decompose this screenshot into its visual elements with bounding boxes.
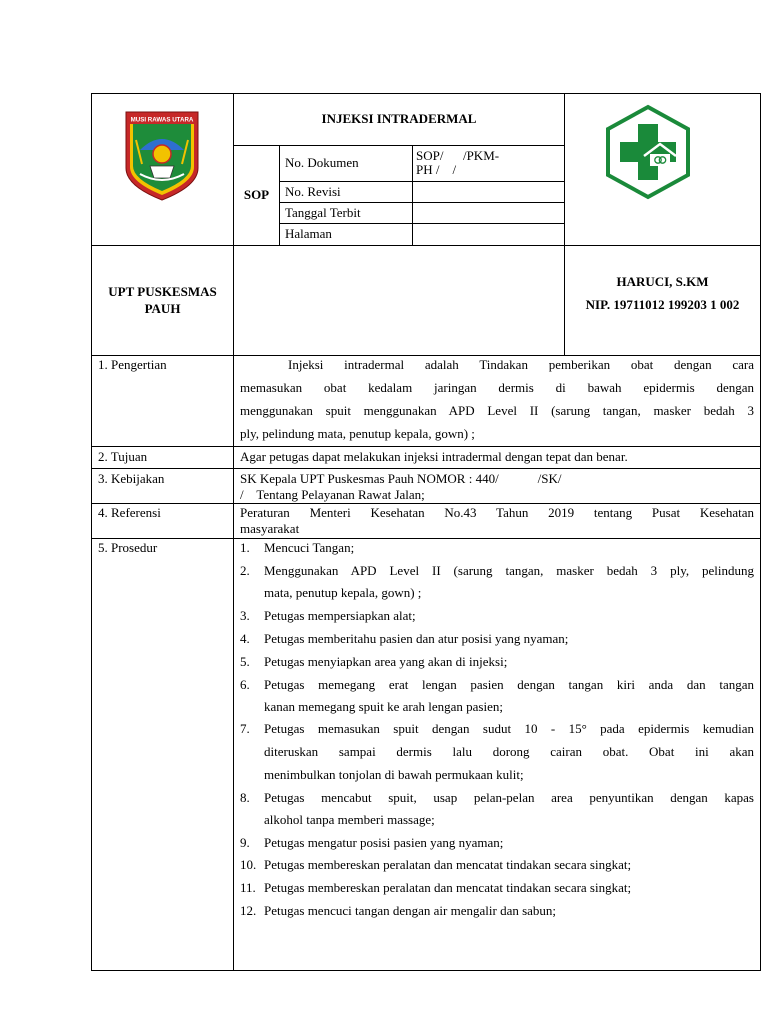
step-6-line-2: kanan memegang spuit ke arah lengan pasien; [264, 699, 503, 714]
step-9-num: 9. [240, 835, 250, 850]
pengertian-label: 1. Pengertian [98, 357, 167, 372]
pengertian-line-2: memasukan obat kedalam jaringan dermis di bawah epidermis dengan [240, 380, 754, 395]
org-name-line1: UPT PUSKESMAS [108, 284, 217, 299]
kebijakan-line-1: SK Kepala UPT Puskesmas Pauh NOMOR : 440/ /SK/ [240, 471, 562, 486]
step-1-num: 1. [240, 540, 250, 555]
step-8-num: 8. [240, 790, 250, 805]
step-7-line-3: menimbulkan tonjolan di bawah permukaan kulit; [264, 767, 524, 782]
step-12-line-1: Petugas mencuci tangan dengan air mengalir dan sabun; [264, 903, 557, 918]
step-3-num: 3. [240, 608, 250, 623]
halaman-label: Halaman [285, 226, 332, 241]
step-7-line-2: diteruskan sampai dermis lalu dorong cairan obat. Obat ini akan [264, 744, 754, 759]
step-2-line-2: mata, penutup kepala, gown) ; [264, 585, 422, 600]
step-2-line-1: Menggunakan APD Level II (sarung tangan, masker bedah 3 ply, pelindung [264, 563, 754, 578]
step-4-line-1: Petugas memberitahu pasien dan atur posisi yang nyaman; [264, 631, 569, 646]
document-title: INJEKSI INTRADERMAL [321, 111, 477, 126]
step-8-line-1: Petugas mencabut spuit, usap pelan-pelan area penyuntikan dengan kapas [264, 790, 754, 805]
step-2-num: 2. [240, 563, 250, 578]
no-dokumen-label: No. Dokumen [285, 155, 359, 170]
no-dokumen-value-2: PH / / [416, 162, 457, 177]
puskesmas-logo [604, 104, 692, 200]
step-6-num: 6. [240, 677, 250, 692]
tanggal-terbit-label: Tanggal Terbit [285, 205, 361, 220]
step-12-num: 12. [240, 903, 257, 918]
signer-nip: NIP. 19711012 199203 1 002 [585, 297, 740, 312]
tujuan-text: Agar petugas dapat melakukan injeksi intradermal dengan tepat dan benar. [240, 449, 628, 464]
step-5-line-1: Petugas menyiapkan area yang akan di injeksi; [264, 654, 508, 669]
step-10-line-1: Petugas membereskan peralatan dan mencatat tindakan secara singkat; [264, 857, 632, 872]
referensi-line-1: Peraturan Menteri Kesehatan No.43 Tahun 2019 tentang Pusat Kesehatan [240, 505, 754, 520]
step-11-line-1: Petugas membereskan peralatan dan mencatat tindakan secara singkat; [264, 880, 632, 895]
step-1-line-1: Mencuci Tangan; [264, 540, 355, 555]
step-9-line-1: Petugas mengatur posisi pasien yang nyaman; [264, 835, 504, 850]
no-revisi-label: No. Revisi [285, 184, 341, 199]
prosedur-label: 5. Prosedur [98, 540, 158, 555]
step-4-num: 4. [240, 631, 250, 646]
org-name-line2: PAUH [144, 301, 181, 316]
step-8-line-2: alkohol tanpa memberi massage; [264, 812, 435, 827]
kebijakan-line-2: / Tentang Pelayanan Rawat Jalan; [240, 487, 425, 502]
referensi-label: 4. Referensi [98, 505, 161, 520]
regency-emblem-logo [122, 110, 202, 202]
step-10-num: 10. [240, 857, 257, 872]
emblem-banner-text: MUSI RAWAS UTARA [130, 116, 194, 124]
pengertian-line-1: Injeksi intradermal adalah Tindakan pemberikan obat dengan cara [288, 357, 754, 372]
step-3-line-1: Petugas mempersiapkan alat; [264, 608, 416, 623]
no-dokumen-value-1: SOP/ /PKM- [416, 148, 500, 163]
step-7-line-1: Petugas memasukan spuit dengan sudut 10 - 15° pada epidermis kemudian [264, 721, 754, 736]
step-7-num: 7. [240, 721, 250, 736]
pengertian-line-4: ply, pelindung mata, penutup kepala, gown) ; [240, 426, 475, 441]
signer-name: HARUCI, S.KM [616, 274, 709, 289]
step-6-line-1: Petugas memegang erat lengan pasien dengan tangan kiri anda dan tangan [264, 677, 754, 692]
kebijakan-label: 3. Kebijakan [98, 471, 165, 486]
referensi-line-2: masyarakat [240, 521, 300, 536]
step-5-num: 5. [240, 654, 250, 669]
step-11-num: 11. [240, 880, 256, 895]
pengertian-line-3: menggunakan spuit menggunakan APD Level II (sarung tangan, masker bedah 3 [240, 403, 754, 418]
sop-label: SOP [243, 187, 270, 202]
tujuan-label: 2. Tujuan [98, 449, 148, 464]
